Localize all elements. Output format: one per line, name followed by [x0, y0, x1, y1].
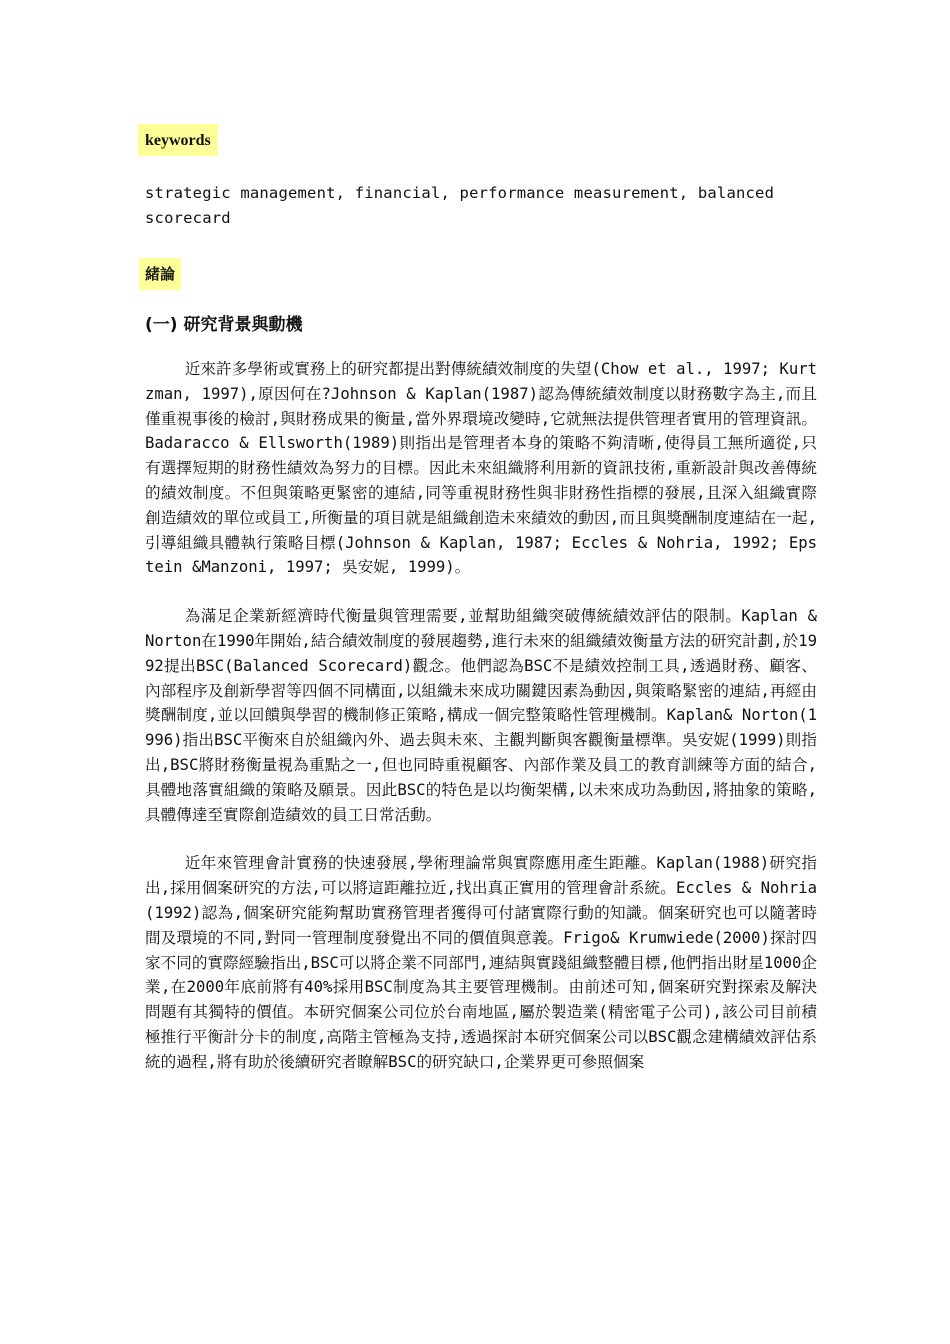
- paragraph: 近年來管理會計實務的快速發展,學術理論常與實際應用產生距離。Kaplan(1988)研究指出,採用個案研究的方法,可以將這距離拉近,找出真正實用的管理會計系統。Eccles & Nohria(1992)認為,個案研究能夠幫助實務管理者獲得可付諸實際行動的知識。個案研究也可以隨著時間及環境的不同,對同一管理制度發覺出不同的價值與意義。Frigo& Krumwiede(2000)探討四家不同的實際經驗指出,BSC可以將企業不同部門,連結與實踐組織整體目標,他們指出財星1000企業,在2000年底前將有40%採用BSC制度為其主要管理機制。由前述可知,個案研究對探索及解決問題有其獨特的價值。本研究個案公司位於台南地區,屬於製造業(精密電子公司),該公司目前積極推行平衡計分卡的制度,高階主管極為支持,透過探討本研究個案公司以BSC觀念建構績效評估系統的過程,將有助於後續研究者瞭解BSC的研究缺口,企業界更可參照個案: [145, 854, 817, 1071]
- intro-heading: 緒論: [139, 258, 181, 290]
- document-page: [145, 124, 817, 1075]
- keywords-heading: keywords: [138, 124, 218, 156]
- subsection-heading: (一) 研究背景與動機: [145, 315, 303, 335]
- keywords-text: strategic management, financial, performance measurement, balanced scorecard: [145, 184, 775, 227]
- intro-section: [145, 258, 817, 290]
- paragraph: 近來許多學術或實務上的研究都提出對傳統績效制度的失望(Chow et al., 1997; Kurtzman, 1997),原因何在?Johnson & Kaplan(1987)認為傳統績效制度以財務數字為主,而且僅重視事後的檢討,與財務成果的衡量,當外界環境改變時,它就無法提供管理者實用的管理資訊。Badaracco & Ellsworth(1989)則指出是管理者本身的策略不夠清晰,使得員工無所適從,只有選擇短期的財務性績效為努力的目標。因此未來組織將利用新的資訊技術,重新設計與改善傳統的績效制度。不但與策略更緊密的連結,同等重視財務性與非財務性指標的發展,且深入組織實際創造績效的單位或員工,所衡量的項目就是組織創造未來績效的動因,而且與獎酬制度連結在一起,引導組織具體執行策略目標(Johnson & Kaplan, 1987; Eccles & Nohria, 1992; Epstein &Manzoni, 1997; 吳安妮, 1999)。: [145, 360, 817, 577]
- paragraph: 為滿足企業新經濟時代衡量與管理需要,並幫助組織突破傳統績效評估的限制。Kaplan & Norton在1990年開始,結合績效制度的發展趨勢,進行未來的組織績效衡量方法的研究計劃,於1992提出BSC(Balanced Scorecard)觀念。他們認為BSC不是績效控制工具,透過財務、顧客、內部程序及創新學習等四個不同構面,以組織未來成功關鍵因素為動因,與策略緊密的連結,再經由獎酬制度,並以回饋與學習的機制修正策略,構成一個完整策略性管理機制。Kaplan& Norton(1996)指出BSC平衡來自於組織內外、過去與未來、主觀判斷與客觀衡量標準。吳安妮(1999)則指出,BSC將財務衡量視為重點之一,但也同時重視顧客、內部作業及員工的教育訓練等方面的結合,具體地落實組織的策略及願景。因此BSC的特色是以均衡架構,以未來成功為動因,將抽象的策略,具體傳達至實際創造績效的員工日常活動。: [145, 607, 817, 824]
